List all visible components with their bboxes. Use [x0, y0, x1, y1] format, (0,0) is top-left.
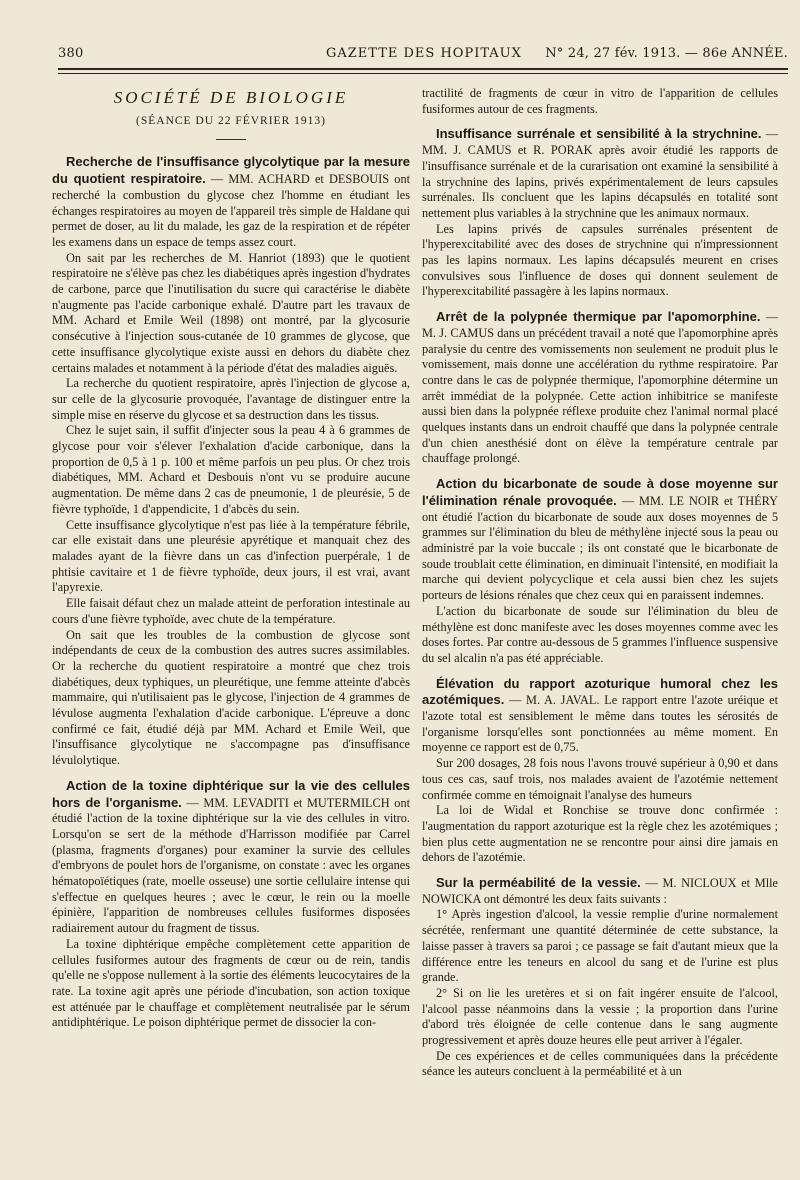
- article-heading: Insuffisance surrénale et sensibilité à la strychnine.: [436, 126, 762, 142]
- paragraph: 1° Après ingestion d'alcool, la vessie remplie d'urine normalement sécrétée, renfermant une quantité déterminée de cette substance, la laisse passer à travers sa paroi ; ce passage se fait d'autant mieux que la différence entre les teneurs en alcool du sang et de l'urine est plus grande.: [422, 907, 778, 985]
- paragraph: La toxine diphtérique empêche complètement cette apparition de cellules fusiformes autour des fragments de cœur ou de rein, tandis qu'elle ne s'oppose nullement à la sortie des éléments leucocytaires de la rate. La toxine agit après une période d'incubation, son action toxique est atténuée par le chauffage et complètement neutralisée par le sérum antidiphtérique. Le poison diphtérique permet de dissocier la con-: [52, 936, 410, 1030]
- issue-info: N° 24, 27 fév. 1913. — 86e ANNÉE.: [545, 46, 788, 61]
- paragraph: De ces expériences et de celles communiquées dans la précédente séance les auteurs concluent à la perméabilité et à un: [422, 1048, 778, 1079]
- article-heading: Action du bicarbonate de soude à dose moyenne sur l'élimination rénale provoquée.: [422, 476, 778, 508]
- section-title: SOCIÉTÉ DE BIOLOGIE: [113, 88, 349, 107]
- section-divider: [216, 139, 246, 140]
- article-bicarbonate: [422, 476, 778, 666]
- paragraph: On sait que les troubles de la combustion de glycose sont indépendants de ceux de la combustion des autres sucres assimilables. Or la recherche du quotient respiratoire a montré que chez trois diabétiques, deux typhiques, un pleurétique, une femme atteinte d'abcès mammaire, qui n'utilisaient pas le glycose, l'injection de 4 grammes de lévulose augmenta l'exhalation d'acide carbonique. L'épreuve a donc confirmé ce fait, étudié déjà par MM. Achard et Emile Weil, que l'insuffisance glycolytique ne s'accompagne pas d'insuffisance lévulolytique.: [52, 627, 410, 768]
- article-apomorphine: [422, 309, 778, 467]
- article-heading: Élévation du rapport azoturique humoral chez les azotémiques.: [422, 675, 778, 708]
- paragraph: La recherche du quotient respiratoire, après l'injection de glycose a, sur celle de la glycosurie provoquée, l'avantage de distinguer entre la simple mise en réserve du glycose et sa destruction dans les tissus.: [52, 376, 410, 422]
- running-header: [58, 40, 788, 68]
- session-date: (SÉANCE DU 22 FÉVRIER 1913): [136, 114, 326, 127]
- paragraph: Sur 200 dosages, 28 fois nous l'avons trouvé supérieur à 0,90 et dans tous ces cas, sauf trois, nos malades avaient de l'azotémie nettement confirmée comme en témoignait l'analyse des humeurs: [422, 756, 778, 802]
- article-adrenal-strychnine: [422, 126, 778, 300]
- article-heading: Arrêt de la polypnée thermique par l'apomorphine.: [436, 309, 761, 325]
- article-azoturic-ratio: [422, 676, 778, 866]
- article-text: — M. A. JAVAL. Le rapport entre l'azote uréique et l'azote total est sensiblement le même dans toutes les sérosités de l'organisme lorsqu'elles sont ponctionnées au même moment. En moyenne ce rapport est de 0,75.: [422, 693, 778, 755]
- left-column: [52, 82, 410, 1031]
- paragraph: La loi de Widal et Ronchise se trouve donc confirmée : l'augmentation du rapport azoturique est la règle chez les azotémiques ; bien plus cette augmentation ne se rencontre pour ainsi dire jamais en dehors de l'azotémie.: [422, 803, 778, 865]
- article-text: — MM. LEVADITI et MUTERMILCH ont étudié l'action de la toxine diphtérique sur la vie des cellules in vitro. Lorsqu'on se sert de la méthode d'Harrisson modifiée par Carrel (plasma, fragments d'organes) pour examiner la survie des cellules d'embryons de poulet hors de l'organisme, on constate : avec les organes hématopoïétiques (rate, moelle osseuse) une sortie cellulaire intense qui s'effectue en quelques heures ; avec le cœur, le rein ou la moelle épinière, l'apparition de nombreuses cellules fusiformes disposées radiairement autour du fragment de tissus.: [52, 795, 411, 936]
- paragraph: 2° Si on lie les uretères et si on fait ingérer ensuite de l'alcool, l'alcool passe néanmoins dans la vessie ; la proportion dans l'urine d'abord très éloignée de celle contenue dans le sang augmente progressivement et après douze heures elle peut arriver à l'égaler.: [422, 985, 778, 1048]
- article-heading: Action de la toxine diphtérique sur la vie des cellules hors de l'organisme.: [52, 777, 410, 810]
- paragraph: Cette insuffisance glycolytique n'est pas liée à la température fébrile, car elle existait dans une pleurésie apyrétique et manquait chez des malades ayant de la fièvre dans un cas d'infection puerpérale, 1 de phtisie cavitaire et 1 de fièvre typhoïde, deux jours, il est vrai, avant l'apyrexie.: [52, 517, 410, 595]
- paragraph: On sait par les recherches de M. Hanriot (1893) que le quotient respiratoire ne s'élève pas chez les diabétiques après ingestion d'hydrates de carbone, parce que l'inutilisation du sucre qui caractérise le diabète n'augmente pas l'acide carbonique exhalé. D'autre part les travaux de MM. Achard et Emile Weil (1898) ont montré, par la glycosurie consécutive à l'injection sous-cutanée de 10 grammes de glycose, que cette insuffisance glycolytique existe aussi en dehors du diabète chez certains malades et notamment à la période d'état des maladies aiguës.: [52, 250, 410, 375]
- article-text: — M. J. CAMUS dans un précédent travail a noté que l'apomorphine après paralysie du centre des vomissements non seulement ne produit plus le vomissement, mais donne une accélération du rythme respiratoire. Par contre dans le cas de polypnée thermique, l'apomorphine détermine un arrêt immédiat de la polypnée. Cette action inhibitrice se manifeste aussi bien dans la polypnée réflexe produite chez l'animal normal placé quelques instants dans un endroit chauffé que dans la polypnée centrale d'un chien anesthésié dont on élève la température centrale par chauffage prolongé.: [422, 310, 778, 466]
- paragraph: Elle faisait défaut chez un malade atteint de perforation intestinale au cours d'une fièvre typhoïde, avec chute de la température.: [52, 596, 410, 626]
- article-text: — MM. J. CAMUS et R. PORAK après avoir étudié les rapports de l'insuffisance surrénale et de la curarisation ont examiné la sensibilité à la strychnine des lapins, privés expérimentalement de leurs capsules surrénales. Ils concluent que les lapins décapsulés en totalité sont nettement plus variables à la strychnine que les animaux normaux.: [422, 127, 778, 220]
- journal-title: GAZETTE DES HOPITAUX: [326, 46, 522, 61]
- article-heading: Sur la perméabilité de la vessie.: [436, 875, 641, 891]
- continued-text: tractilité de fragments de cœur in vitro de l'apparition de cellules fusiformes autour de ces fragments.: [422, 86, 778, 116]
- right-column: [422, 86, 778, 1080]
- paragraph: Chez le sujet sain, il suffit d'injecter sous la peau 4 à 6 grammes de glycose pour voir s'élever l'exhalation d'acide carbonique, dans la proportion de 0,5 à 1 p. 100 et même parfois un peu plus. Or chez trois diabétiques, MM. Achard et Desbouis n'ont vu se produire aucune augmentation. De même dans 2 cas de pneumonie, 1 de pleurésie, 5 de fièvre typhoïde, 1 d'appendicite, 1 d'abcès du sein.: [52, 423, 410, 516]
- article-text: — MM. ACHARD et DESBOUIS ont recherché la combustion du glycose chez l'homme en étudiant les échanges respiratoires au moyen de l'appareil très simple de Haldane qui permet de doser, au lit du malade, les gaz de la respiration et de répéter les examens dans un espace de temps assez court.: [52, 172, 411, 249]
- page-number: 380: [58, 46, 84, 61]
- article-text: — MM. LE NOIR et THÉRY ont étudié l'action du bicarbonate de soude aux doses moyennes de 5 grammes sur l'élimination du bleu de méthylène injecté sous la peau ou administré par la voie buccale ; ils ont constaté que le bicarbonate de soude troublait cette élimination, en diminuait l'intensité, en modifiait la marche qui devient polycyclique et cela aussi bien chez les sujets porteurs de lésions rénales que chez ceux qui en paraissent indemnes.: [422, 493, 778, 603]
- header-rule-thick: [58, 68, 788, 70]
- header-rule-thin: [58, 73, 788, 74]
- article-glycolytic-insufficiency: [52, 154, 410, 768]
- paragraph: Les lapins privés de capsules surrénales présentent de l'hyperexcitabilité avec des doses de strychnine qui n'impressionnent pas les lapins normaux. Les lapins décapsulés meurent en crises convulsives sous l'influence de doses qui donnent seulement de l'hyperexcitabilité passagère à les lapins normaux.: [422, 221, 778, 299]
- article-bladder-permeability: [422, 875, 778, 1080]
- article-heading: Recherche de l'insuffisance glycolytique par la mesure du quotient respiratoire.: [52, 154, 410, 187]
- paragraph: L'action du bicarbonate de soude sur l'élimination du bleu de méthylène est donc manifeste avec les doses moyennes comme avec les doses fortes. Par contre au-dessous de 5 grammes l'influence suspensive du sel alcalin n'a pas été appréciable.: [422, 603, 778, 665]
- article-text: — M. NICLOUX et Mlle NOWICKA ont démontré les deux faits suivants :: [422, 876, 779, 906]
- article-diphtheria-toxin: [52, 778, 410, 1031]
